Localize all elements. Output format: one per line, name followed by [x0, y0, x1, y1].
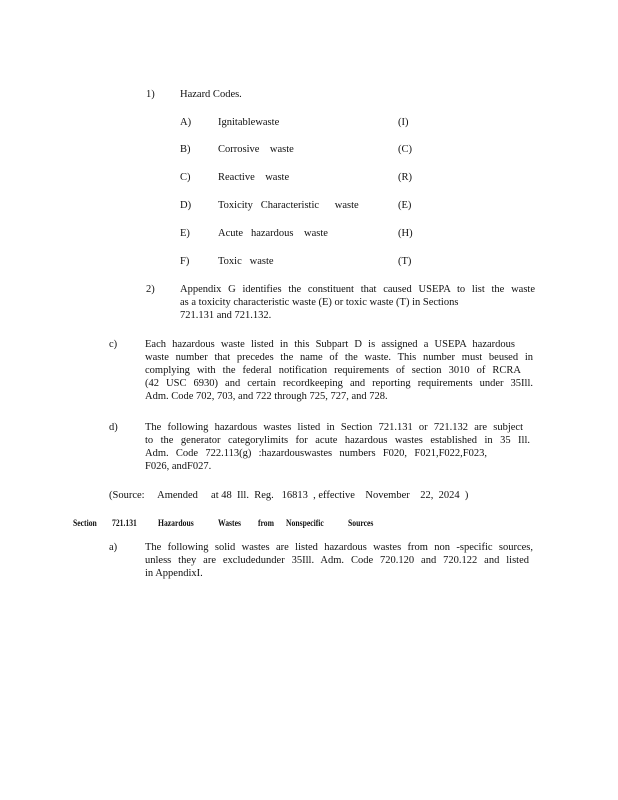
text-line: Adm. Code 722.113(g) :hazardouswastes numbers F020, F021,F022,F023, [145, 448, 487, 459]
text-line: Appendix G identifies the constituent that caused USEPA to list the waste [180, 284, 535, 295]
code-description: Acute hazardous waste [218, 228, 328, 239]
section-number: 721.131 [112, 518, 137, 528]
text-line: (42 USC 6930) and certain recordkeeping and reporting requirements under 35Ill. [145, 378, 533, 389]
para-a-letter: a) [109, 542, 118, 553]
text-line: The following solid wastes are listed hazardous wastes from non -specific sources, [145, 542, 533, 553]
code-value: (C) [398, 144, 412, 155]
text-line: waste number that precedes the name of the waste. This number must beused in [145, 352, 533, 363]
code-description: Toxicity Characteristic waste [218, 200, 359, 211]
section-title-word: Hazardous [158, 518, 194, 528]
source-note: (Source: Amended at 48 Ill. Reg. 16813 , effective November 22, 2024 ) [109, 490, 469, 501]
code-letter: B) [180, 144, 191, 155]
text-line: Each hazardous waste listed in this Subpart D is assigned a USEPA hazardous [145, 339, 515, 350]
text-line: F026, andF027. [145, 461, 212, 472]
item-2-number: 2) [146, 284, 155, 295]
code-letter: A) [180, 117, 192, 128]
section-label: Section [73, 518, 97, 528]
code-letter: D) [180, 200, 192, 211]
para-c-text [145, 338, 533, 403]
code-description: Toxic waste [218, 256, 274, 267]
text-line: 721.131 and 721.132. [180, 310, 272, 321]
text-line: in AppendixI. [145, 568, 203, 579]
item-2-text [180, 283, 535, 322]
code-description: Ignitablewaste [218, 117, 280, 128]
code-value: (R) [398, 172, 412, 183]
text-line: Adm. Code 702, 703, and 722 through 725, 727, and 728. [145, 391, 388, 402]
code-letter: C) [180, 172, 191, 183]
para-d-letter: d) [109, 422, 118, 433]
section-title-word: from [258, 518, 275, 528]
text-line: complying with the federal notification requirements of section 3010 of RCRA [145, 365, 521, 376]
code-letter: F) [180, 256, 190, 267]
code-value: (H) [398, 228, 413, 239]
code-description: Reactive waste [218, 172, 290, 183]
section-title-word: Nonspecific [286, 518, 324, 528]
code-description: Corrosive waste [218, 144, 294, 155]
para-a-text [145, 541, 533, 580]
item-1-title: Hazard Codes. [180, 89, 242, 100]
text-line: as a toxicity characteristic waste (E) or toxic waste (T) in Sections [180, 297, 459, 308]
text-line: unless they are excludedunder 35Ill. Adm. Code 720.120 and 720.122 and listed [145, 555, 529, 566]
text-line: The following hazardous wastes listed in Section 721.131 or 721.132 are subject [145, 422, 523, 433]
code-letter: E) [180, 228, 190, 239]
code-value: (T) [398, 256, 412, 267]
code-value: (E) [398, 200, 412, 211]
section-title-word: Wastes [218, 518, 241, 528]
para-c-letter: c) [109, 339, 118, 350]
code-value: (I) [398, 117, 409, 128]
para-d-text [145, 421, 530, 473]
text-line: to the generator categorylimits for acute hazardous wastes established in 35 Ill. [145, 435, 530, 446]
item-1-number: 1) [146, 89, 155, 100]
section-title-word: Sources [348, 518, 374, 528]
